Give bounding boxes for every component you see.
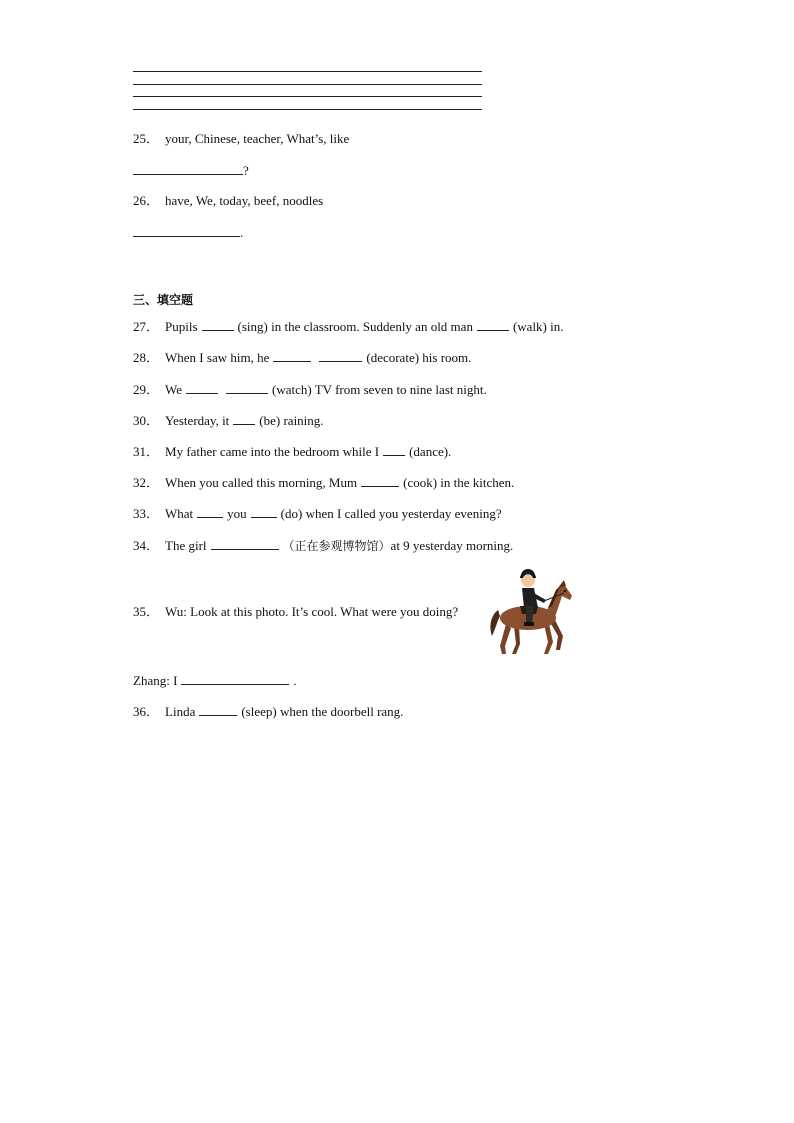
question-number: 29． bbox=[133, 382, 160, 397]
question-28 bbox=[133, 349, 471, 366]
answer-blank[interactable] bbox=[477, 318, 509, 331]
question-32 bbox=[133, 474, 514, 491]
question-text: (walk) in. bbox=[512, 319, 564, 334]
question-number: 25． bbox=[133, 131, 160, 146]
question-text: your, Chinese, teacher, What’s, like bbox=[165, 131, 350, 146]
writing-line-4 bbox=[133, 109, 482, 110]
answer-end: . bbox=[240, 225, 244, 240]
question-text: (watch) TV from seven to nine last night. bbox=[272, 382, 487, 397]
question-26 bbox=[133, 193, 323, 209]
answer-blank[interactable] bbox=[361, 474, 399, 487]
question-27 bbox=[133, 318, 564, 335]
question-text: (dance). bbox=[409, 444, 452, 459]
answer-blank[interactable] bbox=[202, 318, 234, 331]
question-text: My father came into the bedroom while I bbox=[165, 444, 380, 459]
answer-blank[interactable] bbox=[197, 505, 223, 518]
answer-end: ? bbox=[243, 163, 249, 178]
question-number: 27． bbox=[133, 319, 160, 334]
question-text: Zhang: I bbox=[133, 673, 178, 688]
question-text: When I saw him, he bbox=[165, 350, 270, 365]
answer-end: . bbox=[293, 673, 297, 688]
question-text: have, We, today, beef, noodles bbox=[165, 193, 324, 208]
question-text: (sleep) when the doorbell rang. bbox=[241, 704, 404, 719]
answer-blank[interactable] bbox=[211, 537, 279, 550]
question-number: 28． bbox=[133, 350, 160, 365]
question-text: (sing) in the classroom. Suddenly an old man bbox=[237, 319, 473, 334]
chinese-hint: （正在参观博物馆） bbox=[282, 539, 391, 553]
question-text: (decorate) his room. bbox=[366, 350, 472, 365]
question-text: What bbox=[165, 506, 194, 521]
answer-blank[interactable] bbox=[319, 349, 362, 362]
question-number: 35． bbox=[133, 604, 160, 619]
question-33 bbox=[133, 505, 502, 522]
question-number: 30． bbox=[133, 413, 160, 428]
question-number: 32． bbox=[133, 475, 160, 490]
answer-blank[interactable] bbox=[251, 505, 277, 518]
question-29 bbox=[133, 381, 487, 398]
question-number: 34． bbox=[133, 538, 160, 553]
question-number: 36． bbox=[133, 704, 160, 719]
question-25 bbox=[133, 131, 349, 147]
answer-blank[interactable] bbox=[233, 412, 255, 425]
question-text: Linda bbox=[165, 704, 196, 719]
question-text: (do) when I called you yesterday evening? bbox=[280, 506, 502, 521]
question-text: Pupils bbox=[165, 319, 198, 334]
question-text: you bbox=[227, 506, 247, 521]
answer-25 bbox=[133, 162, 249, 179]
question-36 bbox=[133, 703, 403, 720]
writing-line-1 bbox=[133, 71, 482, 72]
answer-blank[interactable] bbox=[181, 672, 289, 685]
question-35 bbox=[133, 604, 458, 620]
answer-blank[interactable] bbox=[199, 703, 237, 716]
question-text: The girl bbox=[165, 538, 207, 553]
horse-rider-icon bbox=[486, 566, 578, 658]
writing-line-2 bbox=[133, 84, 482, 85]
question-31 bbox=[133, 443, 451, 460]
question-number: 31． bbox=[133, 444, 160, 459]
answer-blank[interactable] bbox=[273, 349, 311, 362]
section-title: 三、填空题 bbox=[133, 293, 194, 307]
question-text: We bbox=[165, 382, 183, 397]
question-text: (cook) in the kitchen. bbox=[403, 475, 515, 490]
question-text: at 9 yesterday morning. bbox=[390, 538, 514, 553]
question-number: 33． bbox=[133, 506, 160, 521]
question-text: Yesterday, it bbox=[165, 413, 230, 428]
question-text: Wu: Look at this photo. It’s cool. What were you doing? bbox=[165, 604, 459, 619]
answer-blank[interactable] bbox=[133, 162, 243, 175]
writing-line-3 bbox=[133, 96, 482, 97]
answer-35 bbox=[133, 672, 297, 689]
answer-blank[interactable] bbox=[133, 224, 240, 237]
question-number: 26． bbox=[133, 193, 160, 208]
answer-26 bbox=[133, 224, 243, 241]
question-30 bbox=[133, 412, 324, 429]
answer-blank[interactable] bbox=[383, 443, 405, 456]
answer-blank[interactable] bbox=[186, 381, 218, 394]
answer-blank[interactable] bbox=[226, 381, 268, 394]
question-34 bbox=[133, 537, 513, 554]
question-text: (be) raining. bbox=[259, 413, 324, 428]
question-text: When you called this morning, Mum bbox=[165, 475, 358, 490]
